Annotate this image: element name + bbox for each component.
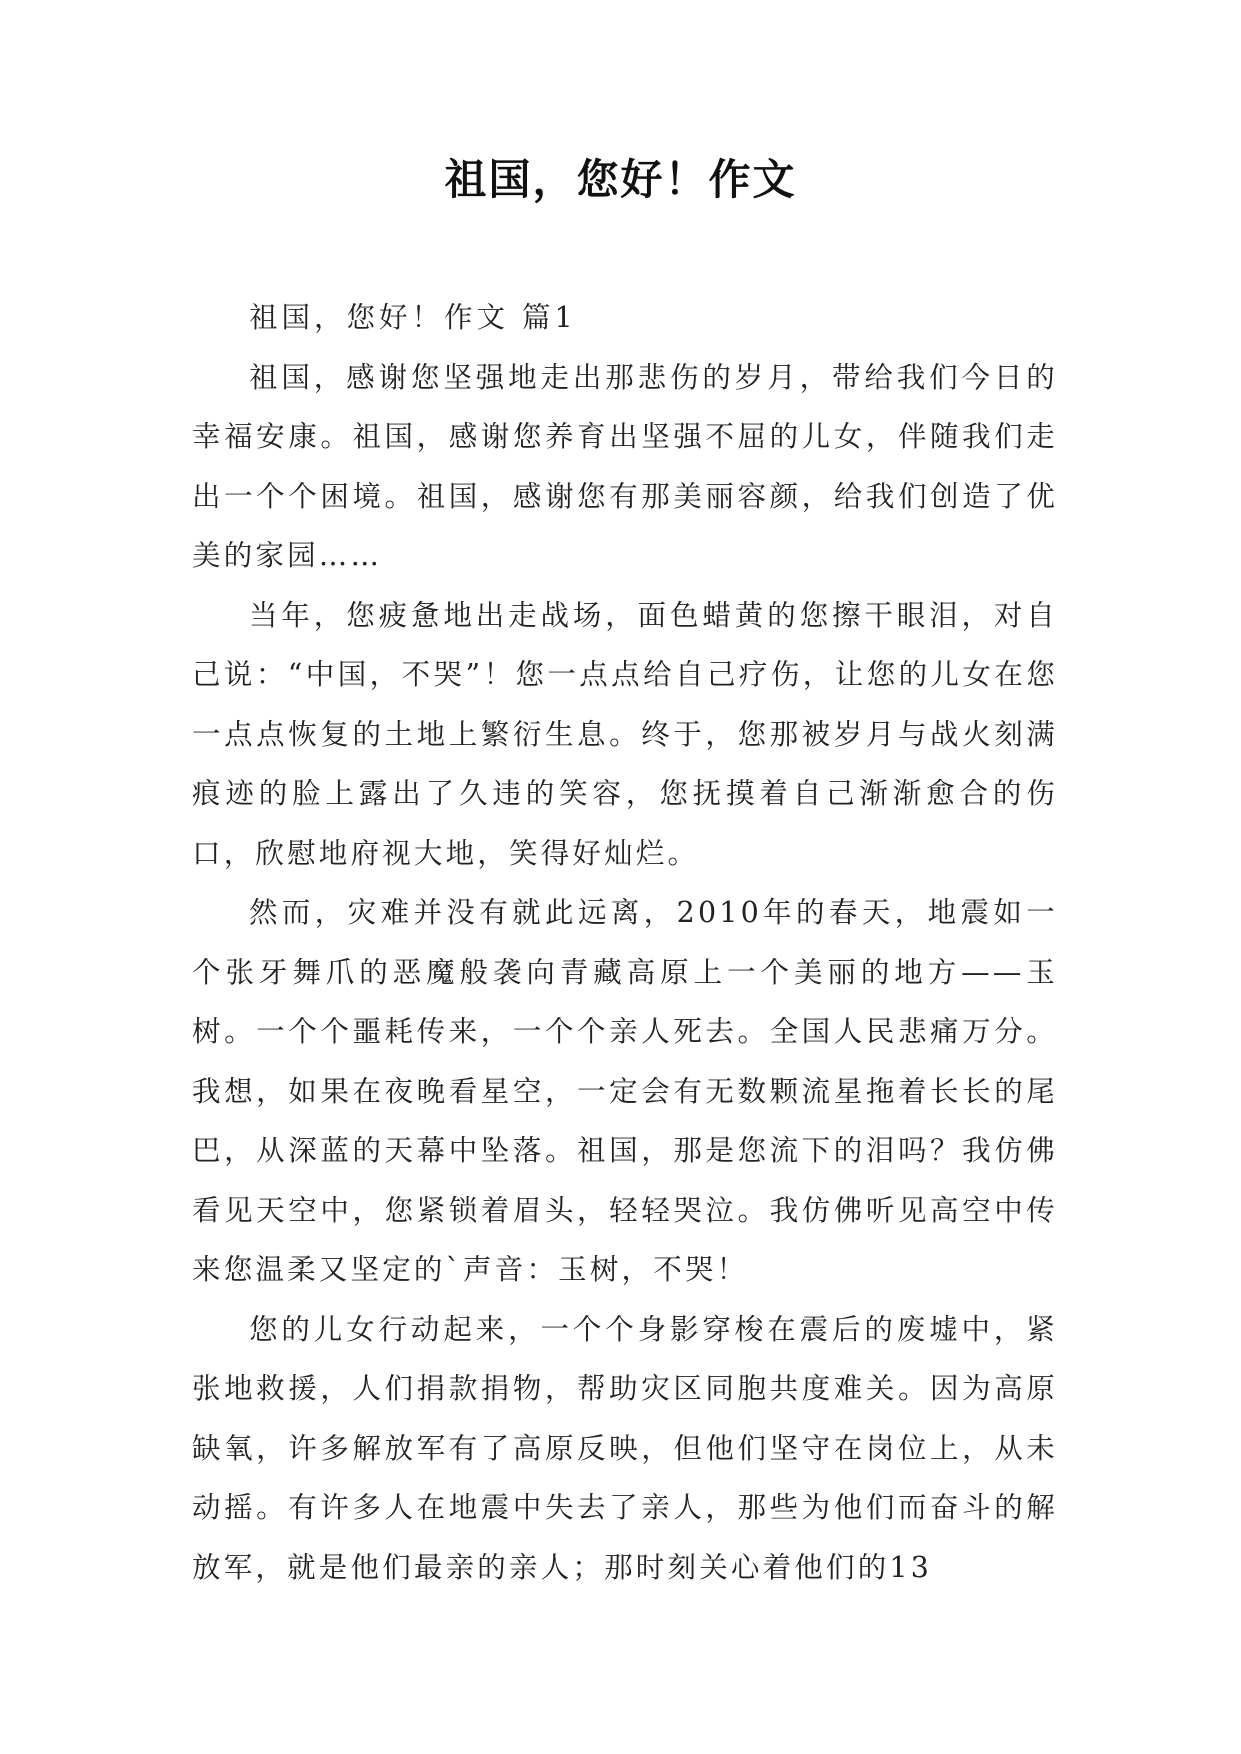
section-heading: 祖国，您好！作文 篇1 (249, 301, 577, 334)
paragraph-4: 您的儿女行动起来，一个个身影穿梭在震后的废墟中，紧张地救援，人们捐款捐物，帮助灾区同胞共度难关。因为高原缺氧，许多解放军有了高原反映，但他们坚守在岗位上，从未动摇。有许多人在地震中失去了亲人，那些为他们而奋斗的解放军，就是他们最亲的亲人；那时刻关心着他们的13 (192, 1312, 1058, 1584)
paragraph-1: 祖国，感谢您坚强地走出那悲伤的岁月，带给我们今日的幸福安康。祖国，感谢您养育出坚强不屈的儿女，伴随我们走出一个个困境。祖国，感谢您有那美丽容颜，给我们创造了优美的家园…… (192, 360, 1058, 572)
paragraph-2: 当年，您疲惫地出走战场，面色蜡黄的您擦干眼泪，对自己说：“中国，不哭”！您一点点给自己疗伤，让您的儿女在您一点点恢复的土地上繁衍生息。终于，您那被岁月与战火刻满痕迹的脸上露出了久违的笑容，您抚摸着自己渐渐愈合的伤口，欣慰地府视大地，笑得好灿烂。 (192, 598, 1058, 870)
document-body (192, 288, 1058, 1597)
paragraph-3: 然而，灾难并没有就此远离，2010年的春天，地震如一个张牙舞爪的恶魔般袭向青藏高原上一个美丽的地方——玉树。一个个噩耗传来，一个个亲人死去。全国人民悲痛万分。我想，如果在夜晚看星空，一定会有无数颗流星拖着长长的尾巴，从深蓝的天幕中坠落。祖国，那是您流下的泪吗？我仿佛看见天空中，您紧锁着眉头，轻轻哭泣。我仿佛听见高空中传来您温柔又坚定的`声音：玉树，不哭！ (192, 896, 1058, 1286)
document-title: 祖国，您好！作文 (444, 155, 797, 204)
